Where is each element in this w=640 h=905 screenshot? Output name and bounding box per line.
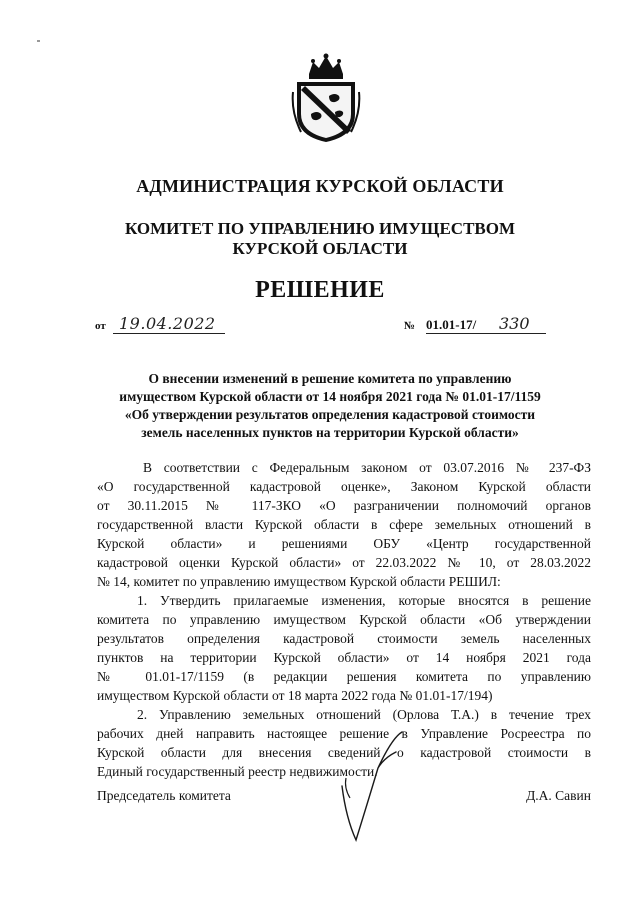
signatory-title: Председатель комитета	[97, 788, 231, 803]
number-underline	[426, 333, 546, 334]
document-type-heading: РЕШЕНИЕ	[255, 277, 385, 303]
preamble-line: В соответствии с Федеральным законом от 03.07.2016 № 237-ФЗ	[143, 460, 591, 475]
committee-title-line-2: КУРСКОЙ ОБЛАСТИ	[232, 239, 408, 258]
committee-title-line-1: КОМИТЕТ ПО УПРАВЛЕНИЮ ИМУЩЕСТВОМ	[124, 219, 516, 238]
number-prefix: №	[404, 320, 416, 332]
preamble-line: от 30.11.2015 № 117-ЗКО «О разграничении полномочий органов	[97, 498, 591, 513]
subject-line: имуществом Курской области от 14 ноября 2021 года № 01.01-17/1159	[119, 389, 541, 404]
handwritten-number: 330	[499, 314, 530, 333]
scan-speck	[37, 40, 40, 42]
preamble-line: кадастровой оценки Курской области» от 22.03.2022 № 10, от 28.03.2022	[97, 555, 591, 570]
preamble-line: государственной власти Курской области в сфере земельных отношений в	[97, 517, 591, 532]
handwritten-date: 19.04.2022	[119, 314, 216, 333]
item-2-line: Единый государственный реестр недвижимости.	[97, 764, 378, 779]
date-number-row	[95, 314, 545, 336]
signatory-name: Д.А. Савин	[526, 788, 591, 803]
kursk-coat-of-arms-icon	[291, 52, 361, 144]
date-prefix: от	[95, 320, 106, 332]
item-2-line: рабочих дней направить настоящее решение в Управление Росреестра по	[97, 726, 591, 741]
item-1-line: результатов определения кадастровой стоимости земель населенных	[97, 631, 591, 646]
item-1-line: пунктов на территории Курской области» от 14 ноября 2021 года	[97, 650, 591, 665]
item-1-line: комитета по управлению имуществом Курской области «Об утверждении	[97, 612, 591, 627]
preamble-line: Курской области» и решениями ОБУ «Центр государственной	[97, 536, 591, 551]
decision-subject	[80, 370, 580, 442]
date-underline	[113, 333, 225, 334]
preamble-line: «О государственной кадастровой оценке», Законом Курской области	[97, 479, 591, 494]
subject-line: О внесении изменений в решение комитета по управлению	[148, 371, 512, 386]
subject-line: «Об утверждении результатов определения кадастровой стоимости	[124, 407, 536, 422]
document-number: 01.01-17/	[426, 317, 477, 332]
item-1-line: 1. Утвердить прилагаемые изменения, которые вносятся в решение	[137, 593, 591, 608]
item-1-line: имуществом Курской области от 18 марта 2022 года № 01.01-17/194)	[97, 688, 493, 703]
preamble-line: № 14, комитет по управлению имуществом Курской области РЕШИЛ:	[97, 574, 501, 589]
item-2-line: 2. Управлению земельных отношений (Орлова Т.А.) в течение трех	[137, 707, 591, 722]
organization-title: АДМИНИСТРАЦИЯ КУРСКОЙ ОБЛАСТИ	[136, 176, 504, 196]
handwritten-signature	[336, 728, 416, 848]
item-2-line: Курской области для внесения сведений о кадастровой стоимости в	[97, 745, 591, 760]
subject-line: земель населенных пунктов на территории Курской области»	[141, 425, 519, 440]
item-1-line: № 01.01-17/1159 (в редакции решения комитета по управлению	[97, 669, 591, 684]
